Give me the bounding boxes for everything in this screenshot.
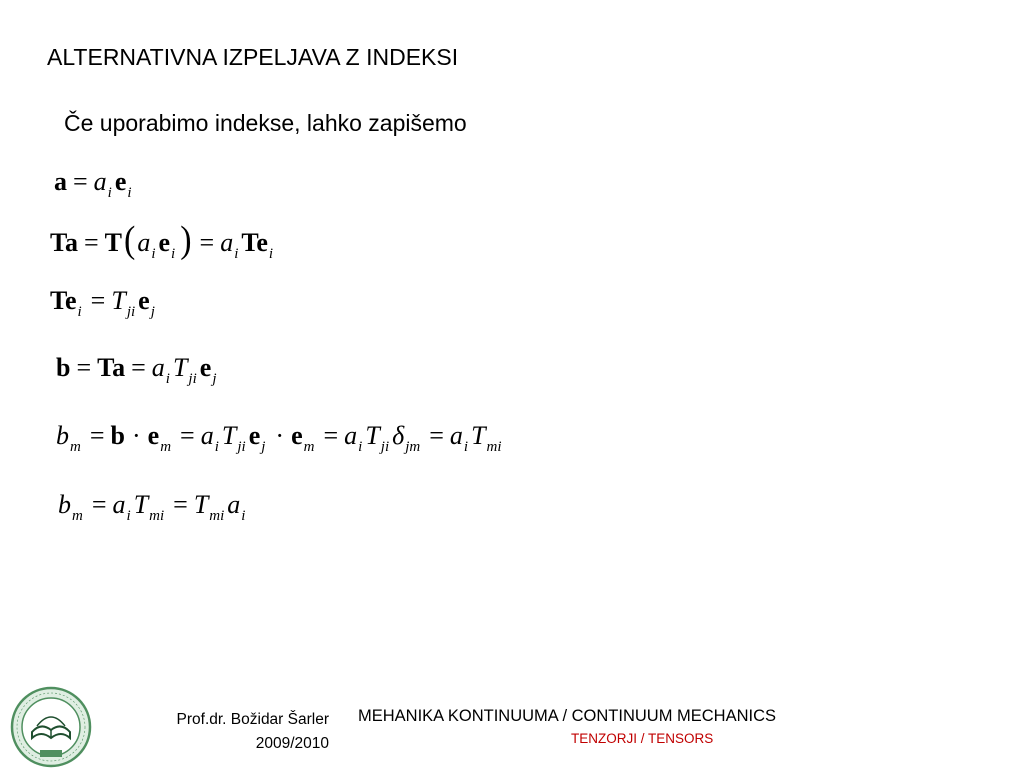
equation-subscript: i xyxy=(171,246,176,262)
author-name: Prof.dr. Božidar Šarler xyxy=(176,711,329,728)
equation-symbol: T xyxy=(471,421,486,450)
equation-symbol: T xyxy=(133,490,149,519)
equation-symbol: T xyxy=(111,286,126,315)
equation-subscript: i xyxy=(358,439,363,455)
equation-subscript: j xyxy=(261,439,266,455)
equation xyxy=(54,169,135,201)
equation-subscript: jm xyxy=(405,439,421,455)
equation-symbol: δ xyxy=(392,421,405,450)
equation-symbol: a xyxy=(54,167,67,196)
equation-subscript: i xyxy=(214,439,219,455)
equation-symbol: e xyxy=(158,228,171,257)
equation-symbol: = xyxy=(131,353,146,382)
equation-symbol: = xyxy=(76,353,92,382)
equation-symbol: = xyxy=(90,286,106,315)
equation-symbol: a xyxy=(344,421,358,450)
equation-symbol: a xyxy=(151,353,165,382)
equation-symbol: e xyxy=(147,421,160,450)
equation-subscript: mi xyxy=(486,439,502,455)
equation-symbol: e xyxy=(291,421,303,450)
topic-label: TENZORJI / TENSORS xyxy=(571,731,714,746)
equation-symbol: = xyxy=(323,421,339,450)
equation-subscript: m xyxy=(72,508,83,524)
equation-subscript: m xyxy=(70,439,81,455)
equation-subscript: j xyxy=(150,304,155,320)
equation xyxy=(50,288,158,320)
equation-symbol: = xyxy=(91,490,107,519)
equation-subscript: mi xyxy=(149,508,165,524)
equation-symbol: Ta xyxy=(97,353,126,382)
equation-symbol: = xyxy=(429,421,444,450)
equation-subscript: i xyxy=(268,246,274,262)
equation xyxy=(58,492,248,524)
equation-symbol: e xyxy=(138,286,150,315)
equation-symbol: ) xyxy=(180,219,192,262)
equation-symbol: = xyxy=(89,421,105,450)
equation-subscript: i xyxy=(463,439,469,455)
equation-symbol: · xyxy=(131,421,141,450)
equation-symbol: T xyxy=(104,228,122,257)
equation-symbol: a xyxy=(220,228,234,257)
equation-symbol: e xyxy=(114,167,127,196)
equation-symbol: a xyxy=(93,167,107,196)
equation-symbol: b xyxy=(58,490,71,519)
equation-symbol: · xyxy=(275,421,285,450)
equation-subscript: ji xyxy=(380,439,390,455)
equation-subscript: m xyxy=(303,439,315,455)
academic-year: 2009/2010 xyxy=(255,735,329,752)
equation-symbol: Ta xyxy=(50,228,78,257)
equation-subscript: i xyxy=(107,185,112,201)
equation-subscript: ji xyxy=(237,439,246,455)
equation-symbol: e xyxy=(248,421,261,450)
equation-subscript: i xyxy=(234,246,239,262)
equation-subscript: i xyxy=(77,304,82,320)
equation-subscript: i xyxy=(126,508,131,524)
equation-subscript: i xyxy=(241,508,246,524)
equation-symbol: = xyxy=(173,490,188,519)
equation-subscript: i xyxy=(151,246,156,262)
equation-subscript: i xyxy=(127,185,132,201)
course-title: MEHANIKA KONTINUUMA / CONTINUUM MECHANICS xyxy=(358,707,777,725)
equation-symbol: = xyxy=(180,421,195,450)
slide-subtitle: Če uporabimo indekse, lahko zapišemo xyxy=(64,110,467,136)
equation-subscript: j xyxy=(212,371,217,387)
equation-subscript: ji xyxy=(188,371,197,387)
equation-symbol: b xyxy=(110,421,125,450)
equation-symbol: T xyxy=(193,490,209,519)
equation-symbol: T xyxy=(365,421,380,450)
equation-symbol: b xyxy=(56,421,69,450)
equation-symbol: a xyxy=(449,421,463,450)
equation-subscript: ji xyxy=(126,304,136,320)
equation-symbol: a xyxy=(227,490,241,519)
footer-author xyxy=(69,708,329,756)
slide-title: ALTERNATIVNA IZPELJAVA Z INDEKSI xyxy=(47,44,459,70)
equation-symbol: b xyxy=(56,353,71,382)
equation xyxy=(50,219,276,262)
equation-symbol: = xyxy=(83,228,99,257)
equation-subscript: mi xyxy=(209,508,225,524)
equation-symbol: a xyxy=(112,490,126,519)
equation xyxy=(56,355,219,387)
equation-symbol: Te xyxy=(50,286,77,315)
equation-subscript: i xyxy=(165,371,170,387)
equation-symbol: a xyxy=(200,421,214,450)
equation-subscript: m xyxy=(160,439,172,455)
equation-symbol: = xyxy=(73,167,88,196)
equation-symbol: e xyxy=(199,353,212,382)
equation-symbol: a xyxy=(137,228,151,257)
equation xyxy=(56,423,505,455)
equation-symbol: = xyxy=(199,228,215,257)
equation-symbol: T xyxy=(221,421,237,450)
equation-symbol: ( xyxy=(123,219,136,262)
equation-symbol: T xyxy=(172,353,188,382)
equation-symbol: Te xyxy=(241,228,268,257)
